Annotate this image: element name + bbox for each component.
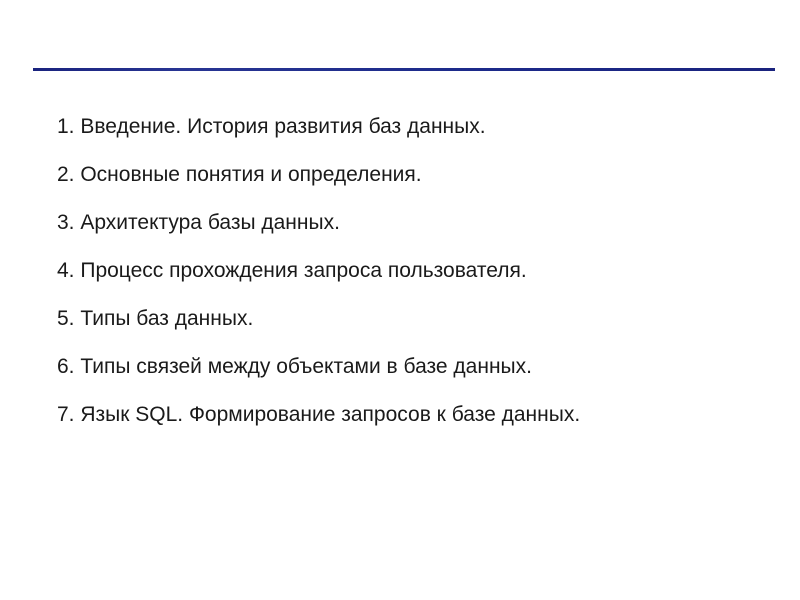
agenda-item-6: 6. Типы связей между объектами в базе данных. [57, 355, 532, 378]
header-divider-line [33, 68, 775, 71]
agenda-list [57, 115, 580, 451]
agenda-item-7: 7. Язык SQL. Формирование запросов к базе данных. [57, 403, 581, 426]
agenda-item-1: 1. Введение. История развития баз данных. [57, 115, 486, 138]
agenda-item-2: 2. Основные понятия и определения. [57, 163, 422, 186]
agenda-item-4: 4. Процесс прохождения запроса пользователя. [57, 259, 527, 282]
agenda-item-5: 5. Типы баз данных. [57, 307, 254, 330]
agenda-item-3: 3. Архитектура базы данных. [57, 211, 340, 234]
